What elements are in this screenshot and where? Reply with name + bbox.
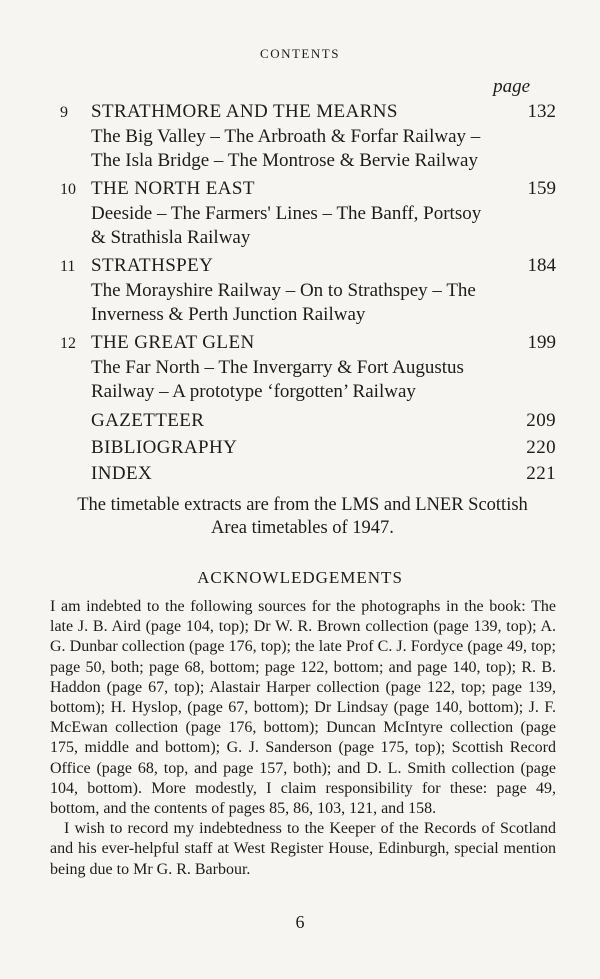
chapter-number: 12 — [60, 335, 76, 352]
table-of-contents — [60, 100, 556, 488]
toc-item-gazetteer[interactable] — [91, 408, 556, 435]
toc-chapter-9[interactable] — [60, 100, 556, 173]
chapter-number: 10 — [60, 181, 76, 198]
chapter-number: 9 — [60, 104, 68, 121]
timetable-note — [50, 494, 555, 540]
toc-item-page: 209 — [526, 410, 556, 431]
toc-item-index[interactable] — [91, 461, 556, 488]
toc-item-page: 220 — [526, 436, 556, 458]
chapter-page: 159 — [527, 178, 556, 199]
chapter-subtitle-line: Railway – A prototype ‘forgotten’ Railway — [91, 381, 416, 402]
page-number: 6 — [295, 912, 305, 932]
acknowledgements-body — [50, 597, 556, 880]
chapter-subtitle-line: & Strathisla Railway — [91, 227, 251, 248]
chapter-page: 132 — [527, 101, 556, 122]
acknowledgements-paragraph: I wish to record my indebtedness to the Keeper of the Records of Scotland and his ever-helpful staff at West Register House, Edinburgh, special mention being due to Mr G. R. Barbour. — [50, 820, 556, 878]
chapter-number: 11 — [60, 258, 76, 275]
toc-chapter-11[interactable] — [60, 254, 556, 327]
chapter-title: THE GREAT GLEN — [91, 332, 255, 353]
chapter-title: STRATHMORE AND THE MEARNS — [91, 101, 398, 122]
chapter-page: 184 — [527, 255, 556, 276]
toc-item-title: BIBLIOGRAPHY — [91, 436, 238, 458]
page-title: CONTENTS — [260, 46, 340, 61]
chapter-subtitle-line: The Far North – The Invergarry & Fort Augustus — [91, 357, 464, 378]
chapter-page: 199 — [527, 332, 556, 353]
toc-back-matter — [60, 408, 556, 488]
page-column-label: page — [493, 76, 530, 97]
chapter-title: THE NORTH EAST — [91, 178, 255, 199]
chapter-subtitle — [91, 356, 556, 404]
chapter-subtitle — [91, 279, 556, 327]
chapter-subtitle — [91, 202, 556, 250]
toc-item-title: GAZETTEER — [91, 410, 205, 431]
chapter-subtitle-line: Deeside – The Farmers' Lines – The Banff, Portsoy — [91, 203, 482, 224]
chapter-subtitle-line: Inverness & Perth Junction Railway — [91, 304, 366, 325]
timetable-note-line: The timetable extracts are from the LMS and LNER Scottish — [77, 495, 528, 515]
acknowledgements-paragraph: I am indebted to the following sources for the photographs in the book: The late J. B. Aird (page 104, top); Dr W. R. Brown collection (page 139, top); A. G. Dunbar collection (page 176, top); the late Prof C. J. Fordyce (page 49, top; page 50, both; page 68, bottom; page 122, bottom; and page 140, top); R. B. Haddon (page 67, top); Alastair Harper collection (page 122, top; page 139, bottom); H. Hyslop, (page 67, bottom); Dr Lindsay (page 140, bottom); J. F. McEwan collection (page 176, bottom); Duncan McIntyre collection (page 175, middle and bottom); G. J. Sanderson (page 175, top); Scottish Record Office (page 68, top, and page 157, both); and D. L. Smith collection (page 104, bottom). More modestly, I claim responsibility for these: page 49, bottom, and the contents of pages 85, 86, 103, 121, and 158. — [50, 598, 556, 818]
toc-item-bibliography[interactable] — [91, 435, 556, 462]
toc-chapter-12[interactable] — [60, 331, 556, 404]
chapter-subtitle — [91, 125, 556, 173]
timetable-note-line: Area timetables of 1947. — [211, 518, 394, 538]
toc-chapter-10[interactable] — [60, 177, 556, 250]
chapter-title: STRATHSPEY — [91, 255, 214, 276]
chapter-subtitle-line: The Morayshire Railway – On to Strathspey – The — [91, 280, 476, 301]
chapter-subtitle-line: The Big Valley – The Arbroath & Forfar Railway – — [91, 126, 481, 147]
toc-item-page: 221 — [526, 463, 556, 484]
toc-item-title: INDEX — [91, 463, 153, 484]
chapter-subtitle-line: The Isla Bridge – The Montrose & Bervie Railway — [91, 150, 478, 171]
acknowledgements-heading: ACKNOWLEDGEMENTS — [197, 568, 403, 587]
